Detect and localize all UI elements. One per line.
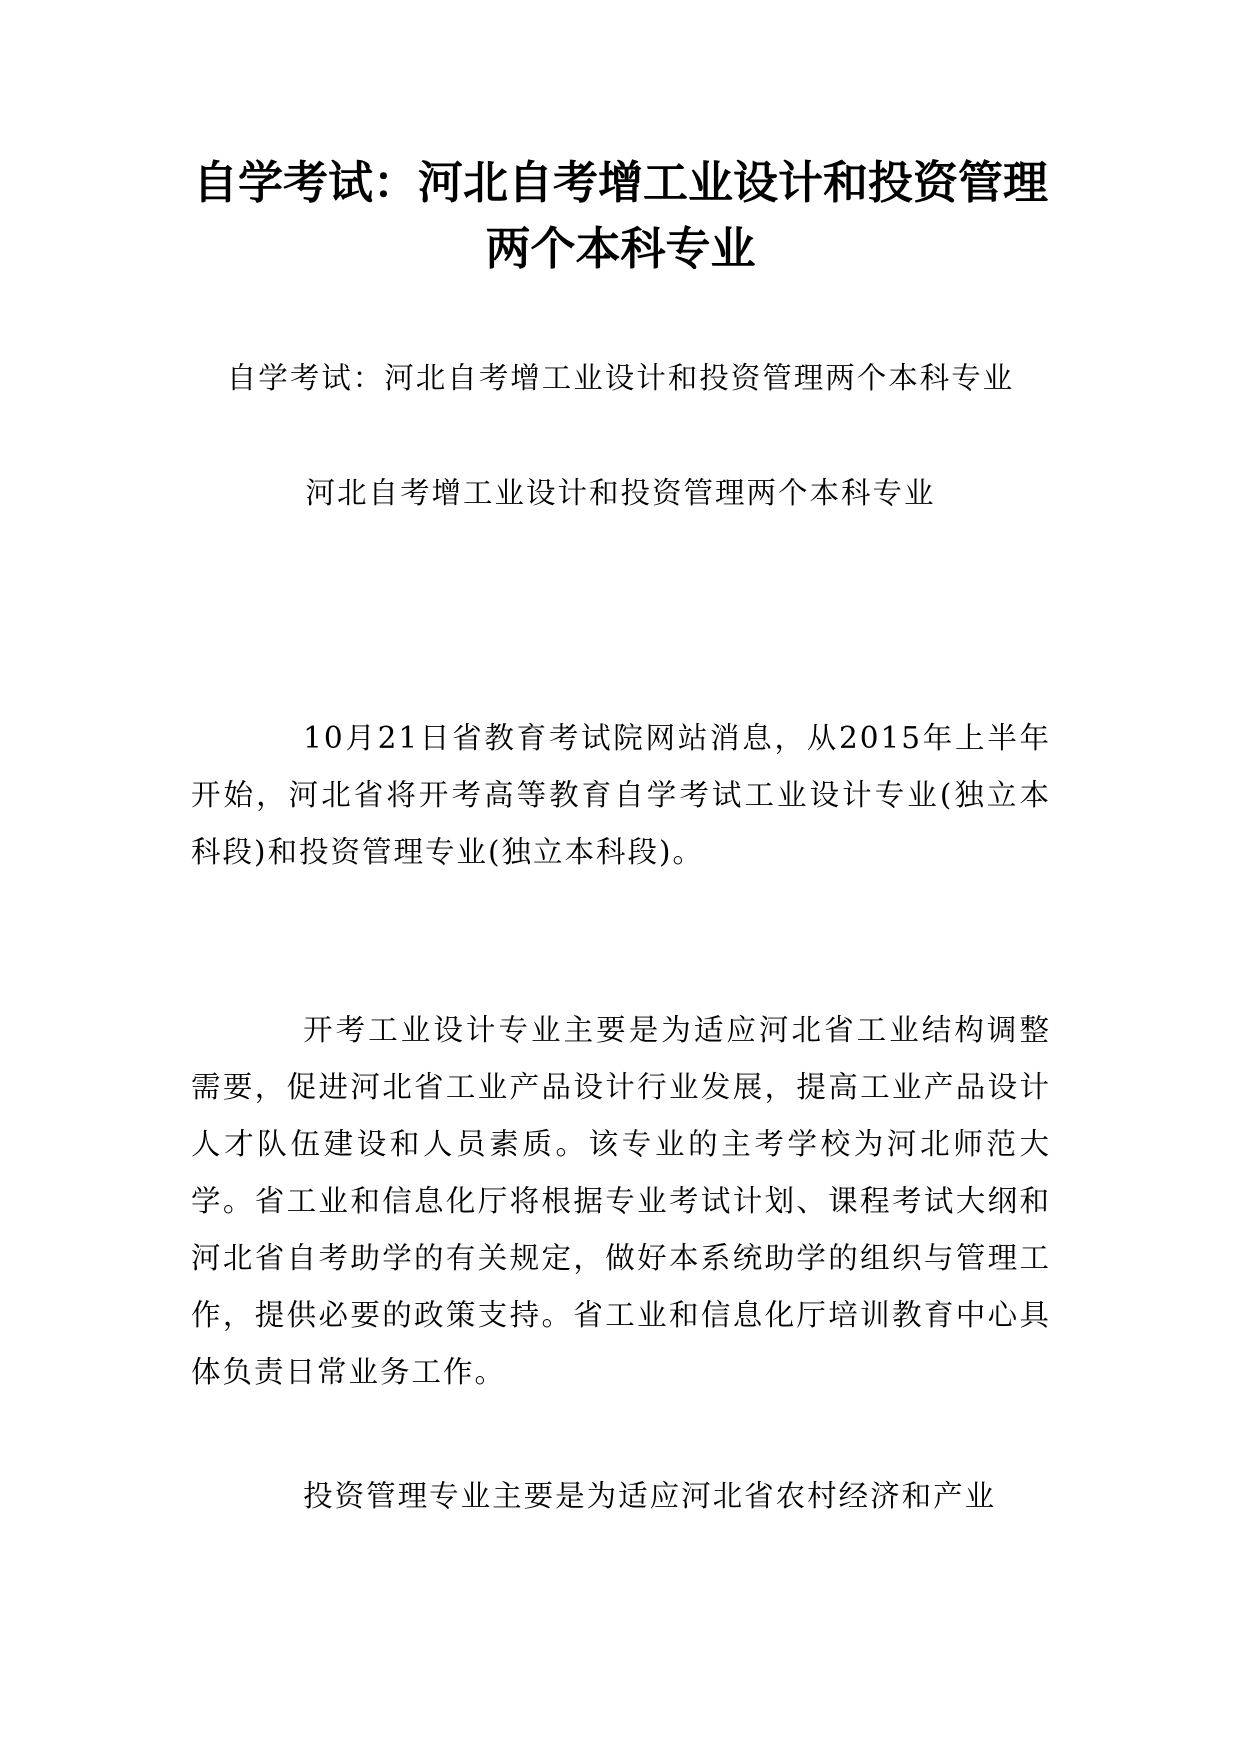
body-paragraph: 开考工业设计专业主要是为适应河北省工业结构调整需要，促进河北省工业产品设计行业发展，提高工业产品设计人才队伍建设和人员素质。该专业的主考学校为河北师范大学。省工业和信息化厅将根据专业考试计划、课程考试大纲和河北省自考助学的有关规定，做好本系统助学的组织与管理工作，提供必要的政策支持。省工业和信息化厅培训教育中心具体负责日常业务工作。 — [191, 1013, 1051, 1389]
body-paragraph: 投资管理专业主要是为适应河北省农村经济和产业 — [303, 1479, 997, 1513]
document-subtitle-2: 河北自考增工业设计和投资管理两个本科专业 — [305, 476, 936, 510]
document-title-line-2: 两个本科专业 — [485, 222, 756, 275]
document-title-line-1: 自学考试：河北自考增工业设计和投资管理 — [192, 156, 1048, 209]
body-paragraph: 10月21日省教育考试院网站消息，从2015年上半年开始，河北省将开考高等教育自学考试工业设计专业(独立本科段)和投资管理专业(独立本科段)。 — [191, 721, 1051, 869]
document-subtitle-1: 自学考试：河北自考增工业设计和投资管理两个本科专业 — [226, 361, 1015, 395]
